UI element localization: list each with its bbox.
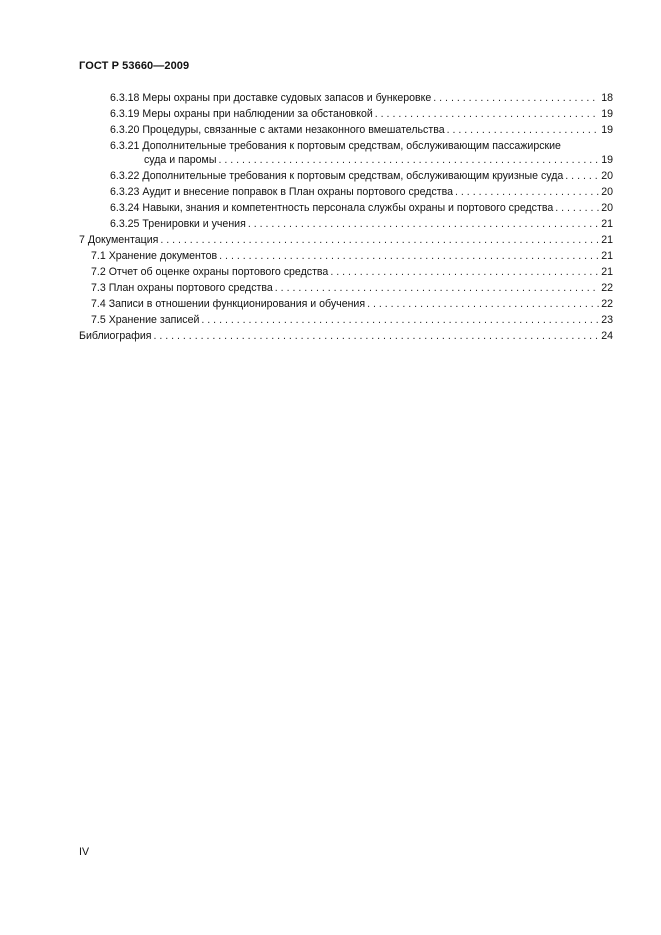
toc-entry-title: Документация	[87, 234, 159, 246]
toc-entry-title: Меры охраны при доставке судовых запасов и бункеровке	[142, 92, 432, 104]
toc-entry-page: 21	[601, 250, 613, 262]
toc-leader-dots	[367, 298, 599, 311]
toc-entry[interactable]	[110, 170, 613, 183]
toc-entry-page: 21	[601, 234, 613, 246]
toc-leader-dots	[447, 124, 600, 137]
toc-entry-number: 6.3.21	[110, 140, 140, 152]
toc-entry-page: 21	[601, 266, 613, 278]
toc-entry-page: 20	[601, 202, 613, 214]
toc-entry-first-line[interactable]	[110, 140, 561, 153]
toc-leader-dots	[330, 266, 599, 279]
toc-entry-page: 21	[601, 218, 613, 230]
toc-entry-title: План охраны портового средства	[108, 282, 273, 294]
page-number: IV	[79, 846, 90, 858]
toc-entry[interactable]	[110, 124, 613, 137]
toc-entry-page: 18	[601, 92, 613, 104]
toc-leader-dots	[160, 234, 599, 247]
toc-entry-page: 19	[601, 108, 613, 120]
toc-entry[interactable]	[144, 154, 613, 167]
toc-entry[interactable]	[110, 92, 613, 105]
toc-entry[interactable]	[91, 314, 613, 327]
toc-entry-number: 7.3	[91, 282, 106, 294]
toc-entry-title: Хранение записей	[108, 314, 200, 326]
toc-leader-dots	[218, 154, 599, 167]
toc-entry-page: 24	[601, 330, 613, 342]
toc-leader-dots	[248, 218, 599, 231]
toc-entry-page: 19	[601, 154, 613, 166]
toc-entry-number: 7.5	[91, 314, 106, 326]
toc-entry-page: 22	[601, 298, 613, 310]
toc-entry-title: Навыки, знания и компетентность персонала службы охраны и портового средства	[142, 202, 554, 214]
toc-entry-number: 7.2	[91, 266, 106, 278]
toc-entry-title: суда и паромы	[144, 154, 217, 166]
toc-entry-title-line1: Дополнительные требования к портовым средствам, обслуживающим пассажирские	[142, 140, 561, 152]
toc-entry-title: Записи в отношении функционирования и обучения	[108, 298, 366, 310]
toc-entry-number: 6.3.22	[110, 170, 140, 182]
toc-entry-number: 6.3.20	[110, 124, 140, 136]
toc-entry[interactable]	[110, 218, 613, 231]
toc-leader-dots	[555, 202, 599, 215]
toc-entry-number: 7.4	[91, 298, 106, 310]
toc-leader-dots	[153, 330, 599, 343]
toc-leader-dots	[433, 92, 599, 105]
toc-entry-page: 20	[601, 186, 613, 198]
toc-entry[interactable]	[91, 298, 613, 311]
toc-entry-number: 7	[79, 234, 85, 246]
toc-leader-dots	[565, 170, 599, 183]
toc-entry-title: Процедуры, связанные с актами незаконного вмешательства	[142, 124, 445, 136]
toc-entry-title: Библиография	[79, 330, 152, 342]
toc-entry-number: 6.3.25	[110, 218, 140, 230]
toc-leader-dots	[455, 186, 599, 199]
toc-entry-title: Тренировки и учения	[142, 218, 246, 230]
toc-entry-page: 19	[601, 124, 613, 136]
toc-entry[interactable]	[91, 250, 613, 263]
toc-entry[interactable]	[110, 186, 613, 199]
toc-entry-number: 6.3.24	[110, 202, 140, 214]
toc-leader-dots	[219, 250, 599, 263]
toc-entry[interactable]	[91, 282, 613, 295]
toc-leader-dots	[201, 314, 599, 327]
toc-entry-number: 6.3.23	[110, 186, 140, 198]
toc-entry-number: 6.3.18	[110, 92, 140, 104]
toc-leader-dots	[375, 108, 599, 121]
toc-entry-number: 6.3.19	[110, 108, 140, 120]
toc-entry-number: 7.1	[91, 250, 106, 262]
toc-entry[interactable]	[79, 330, 613, 343]
toc-entry-title: Меры охраны при наблюдении за обстановкой	[142, 108, 373, 120]
toc-entry-page: 20	[601, 170, 613, 182]
toc-entry-title: Хранение документов	[108, 250, 218, 262]
toc-entry[interactable]	[79, 234, 613, 247]
document-header: ГОСТ Р 53660—2009	[79, 60, 190, 72]
toc-entry-page: 23	[601, 314, 613, 326]
toc-entry[interactable]	[110, 108, 613, 121]
toc-leader-dots	[275, 282, 599, 295]
toc-entry-title: Дополнительные требования к портовым средствам, обслуживающим круизные суда	[142, 170, 564, 182]
toc-entry-title: Аудит и внесение поправок в План охраны портового средства	[142, 186, 454, 198]
toc-entry-title: Отчет об оценке охраны портового средства	[108, 266, 329, 278]
toc-entry[interactable]	[91, 266, 613, 279]
toc-entry[interactable]	[110, 202, 613, 215]
toc-entry-page: 22	[601, 282, 613, 294]
